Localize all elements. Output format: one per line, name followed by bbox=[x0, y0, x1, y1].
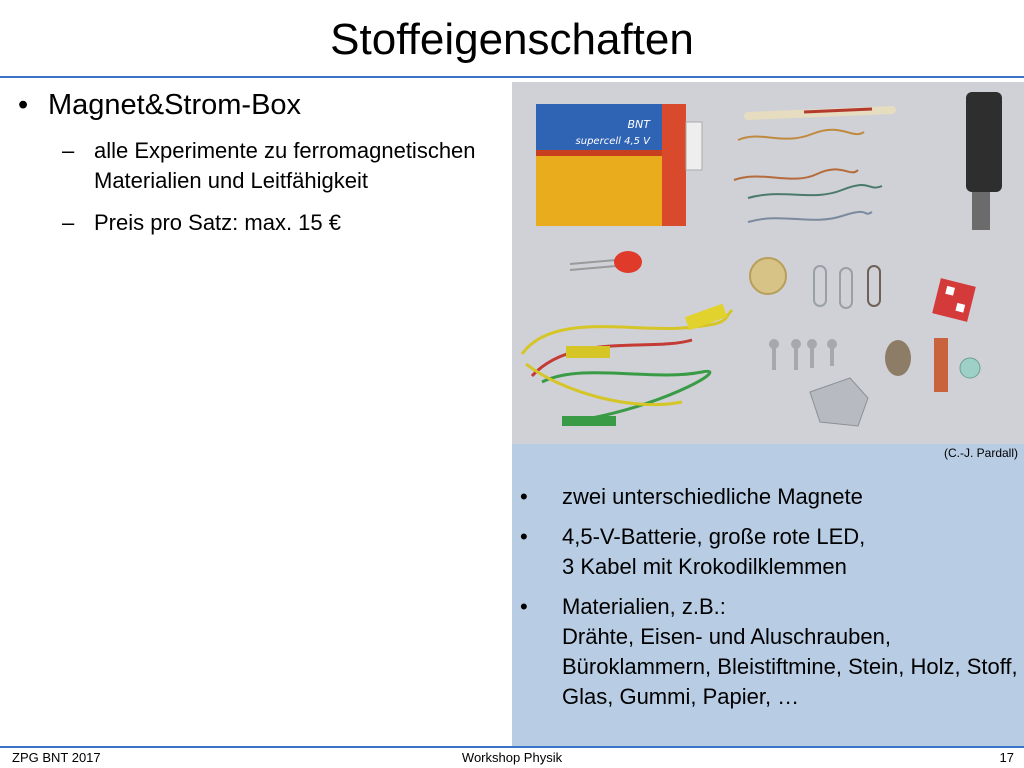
bullet-dash: – bbox=[62, 210, 75, 235]
footer-center: Workshop Physik bbox=[461, 750, 563, 765]
sub-bullet bbox=[18, 136, 498, 196]
top-divider bbox=[0, 76, 1024, 78]
main-bullet-text: Magnet&Strom-Box bbox=[48, 89, 302, 121]
bullet-dot: • bbox=[520, 594, 528, 619]
list-item bbox=[512, 592, 1024, 712]
battery-label: supercell 4,5 V bbox=[575, 136, 650, 147]
marble-image bbox=[960, 358, 980, 378]
list-item bbox=[512, 482, 1024, 512]
materials-photo bbox=[512, 82, 1024, 444]
battery-brand: BNT bbox=[627, 118, 650, 131]
eraser-image bbox=[934, 338, 948, 392]
bullet-dot: • bbox=[520, 524, 528, 549]
left-content bbox=[18, 86, 498, 238]
stone-image bbox=[885, 340, 911, 376]
list-item-text: zwei unterschiedliche Magnete bbox=[562, 484, 863, 509]
battery-image bbox=[536, 104, 702, 226]
sub-bullet-text: Preis pro Satz: max. 15 € bbox=[94, 210, 341, 235]
list-item-text: Materialien, z.B.: Drähte, Eisen- und Aluschrauben, Büroklammern, Bleistiftmine, Stein, Holz, Stoff, Glas, Gummi, Papier, … bbox=[562, 594, 1018, 709]
list-item bbox=[512, 522, 1024, 582]
footer-left: ZPG BNT 2017 bbox=[12, 750, 101, 765]
materials-panel bbox=[512, 82, 1024, 746]
bullet-dot: • bbox=[18, 89, 29, 121]
main-bullet bbox=[18, 86, 498, 124]
list-item-text: 4,5-V-Batterie, große rote LED, 3 Kabel mit Krokodilklemmen bbox=[562, 524, 866, 579]
photo-credit: (C.-J. Pardall) bbox=[943, 446, 1018, 460]
sub-bullet-text: alle Experimente zu ferromagnetischen Materialien und Leitfähigkeit bbox=[94, 138, 476, 193]
sub-bullet bbox=[18, 208, 498, 238]
bullet-dash: – bbox=[62, 138, 75, 163]
wood-disc-image bbox=[750, 258, 786, 294]
bottom-divider bbox=[0, 746, 1024, 748]
materials-list bbox=[512, 482, 1024, 722]
bullet-dot: • bbox=[520, 484, 528, 509]
page-number: 17 bbox=[999, 750, 1014, 765]
slide-title: Stoffeigenschaften bbox=[330, 15, 694, 64]
